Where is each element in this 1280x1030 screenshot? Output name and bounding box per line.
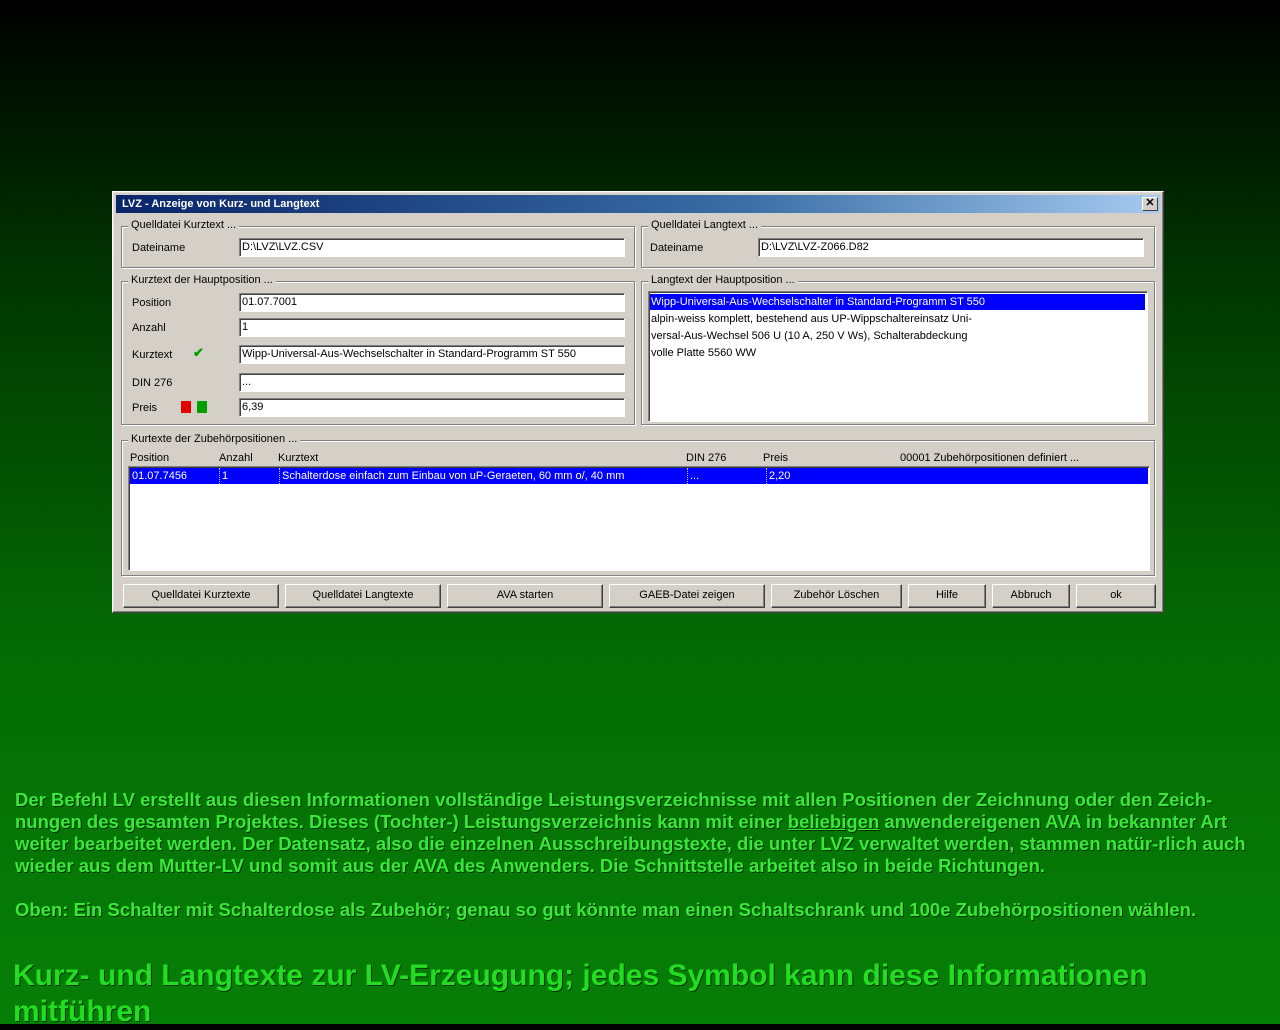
group-title: Kurztext der Hauptposition ... xyxy=(128,274,276,286)
cell-preis: 2,20 xyxy=(766,468,849,484)
group-title: Langtext der Hauptposition ... xyxy=(648,274,798,286)
column-header-anzahl[interactable]: Anzahl xyxy=(219,452,253,464)
anzahl-label: Anzahl xyxy=(132,322,166,334)
close-icon[interactable]: ✕ xyxy=(1142,197,1158,211)
caption-paragraph: Oben: Ein Schalter mit Schalterdose als Zubehör; genau so gut könnte man einen Schaltschrank und 100e Zubehörpositionen wählen. xyxy=(15,899,1197,920)
description-text-a: Der Befehl LV erstellt aus diesen Informationen vollständige Leistungsverzeichnisse mit allen Positionen der Zeichnung oder den Zeich-nungen des gesamten Projektes. Dieses (Tochter-) Leistungsverzeichnis kann mit einer xyxy=(15,789,1213,832)
zubehoer-list[interactable] xyxy=(128,466,1150,571)
dateiname-lang-field[interactable]: D:\LVZ\LVZ-Z066.D82 xyxy=(758,238,1144,257)
group-title: Quelldatei Langtext ... xyxy=(648,219,761,231)
table-row[interactable] xyxy=(130,468,1148,484)
quelldatei-langtexte-button[interactable]: Quelldatei Langtexte xyxy=(285,584,441,608)
zubehoer-count: 00001 Zubehörpositionen definiert ... xyxy=(900,452,1080,464)
description-emphasis: beliebigen xyxy=(787,811,880,832)
page-heading: Kurz- und Langtexte zur LV-Erzeugung; jedes Symbol kann diese Informationen mitführen xyxy=(13,959,1148,1028)
kurztext-label: Kurztext xyxy=(132,349,173,361)
ava-starten-button[interactable]: AVA starten xyxy=(447,584,603,608)
cell-position: 01.07.7456 xyxy=(132,470,188,482)
preis-field[interactable]: 6,39 xyxy=(239,398,625,417)
abbruch-button[interactable]: Abbruch xyxy=(992,584,1070,608)
position-label: Position xyxy=(132,297,172,309)
cell-kurztext: Schalterdose einfach zum Einbau von uP-Geraeten, 60 mm o/, 40 mm xyxy=(279,468,687,484)
langtext-line[interactable]: alpin-weiss komplett, bestehend aus UP-Wippschaltereinsatz Uni- xyxy=(651,313,972,325)
position-field[interactable]: 01.07.7001 xyxy=(239,293,625,312)
din276-field[interactable]: ... xyxy=(239,373,625,392)
checkmark-icon: ✔ xyxy=(193,345,204,360)
preis-label: Preis xyxy=(132,402,158,414)
langtext-line[interactable]: versal-Aus-Wechsel 506 U (10 A, 250 V Ws), Schalterabdeckung xyxy=(651,330,968,342)
green-status-icon[interactable] xyxy=(197,401,207,413)
langtext-line[interactable]: volle Platte 5560 WW xyxy=(651,347,757,359)
column-header-position[interactable]: Position xyxy=(130,452,170,464)
langtext-box[interactable] xyxy=(648,291,1148,422)
column-header-din276[interactable]: DIN 276 xyxy=(686,452,727,464)
dialog-title: LVZ - Anzeige von Kurz- und Langtext xyxy=(122,198,320,210)
description-text-b: anwendereigenen AVA in bekannter Art weiter bearbeitet werden. Der Datensatz, also die einzelnen Ausschreibungstexte, die unter LVZ verwaltet werden, stammen natür-rlich auch wieder aus dem Mutter-LV und somit aus der AVA des Anwenders. Die Schnittstelle arbeitet also in beide Richtungen. xyxy=(15,811,1246,876)
dialog-titlebar[interactable] xyxy=(116,195,1160,213)
gaeb-datei-zeigen-button[interactable]: GAEB-Datei zeigen xyxy=(609,584,765,608)
group-title: Kurtexte der Zubehörpositionen ... xyxy=(128,433,300,445)
description-paragraph xyxy=(15,789,1275,877)
ok-button[interactable]: ok xyxy=(1076,584,1156,608)
red-status-icon[interactable] xyxy=(181,401,191,413)
kurztext-field[interactable]: Wipp-Universal-Aus-Wechselschalter in Standard-Programm ST 550 xyxy=(239,345,625,364)
lvz-dialog xyxy=(112,191,1164,613)
group-title: Quelldatei Kurztext ... xyxy=(128,219,239,231)
dateiname-lang-label: Dateiname xyxy=(650,242,704,254)
hilfe-button[interactable]: Hilfe xyxy=(908,584,986,608)
cell-din276: ... xyxy=(687,468,765,484)
din276-label: DIN 276 xyxy=(132,377,173,389)
column-header-preis[interactable]: Preis xyxy=(763,452,789,464)
dateiname-kurz-label: Dateiname xyxy=(132,242,186,254)
langtext-line[interactable]: Wipp-Universal-Aus-Wechselschalter in Standard-Programm ST 550 xyxy=(650,294,1145,310)
cell-anzahl: 1 xyxy=(219,468,278,484)
quelldatei-kurztexte-button[interactable]: Quelldatei Kurztexte xyxy=(123,584,279,608)
anzahl-field[interactable]: 1 xyxy=(239,318,625,337)
zubehoer-loeschen-button[interactable]: Zubehör Löschen xyxy=(771,584,902,608)
dateiname-kurz-field[interactable]: D:\LVZ\LVZ.CSV xyxy=(239,238,625,257)
column-header-kurztext[interactable]: Kurztext xyxy=(278,452,319,464)
